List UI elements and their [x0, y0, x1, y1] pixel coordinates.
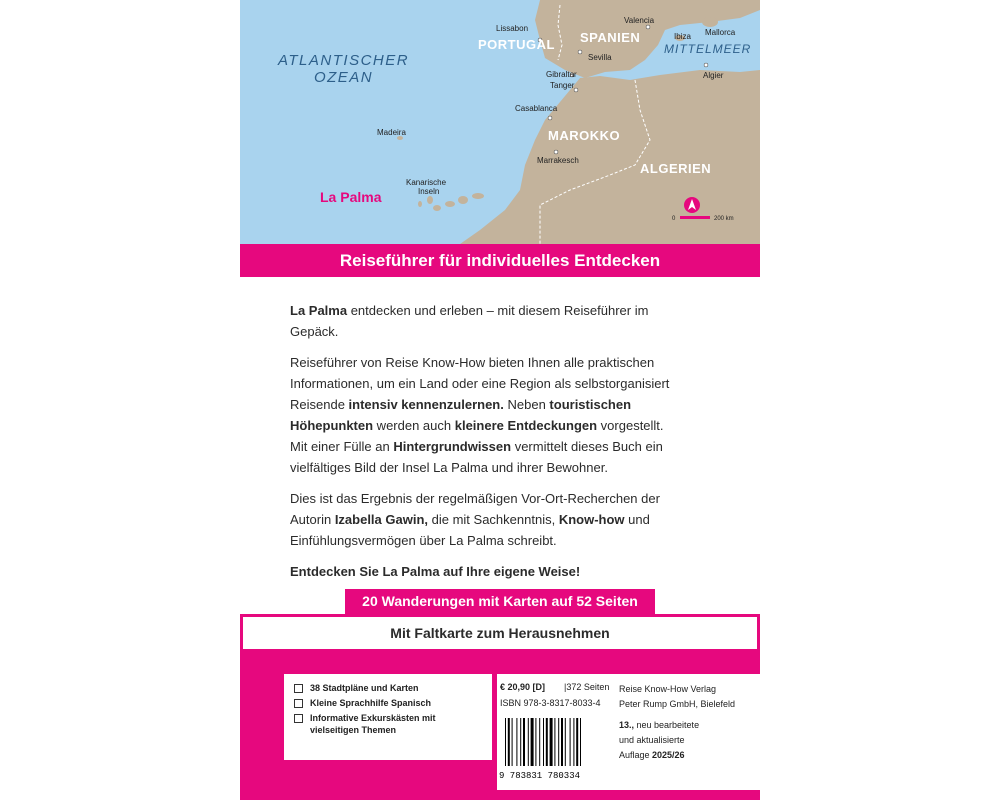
publisher: Reise Know-How Verlag Peter Rump GmbH, Bielefeld: [619, 684, 736, 709]
price: € 20,90 [D]: [500, 682, 546, 692]
country-portugal: PORTUGAL: [478, 37, 555, 52]
foldout-map-banner: Mit Faltkarte zum Herausnehmen: [243, 617, 757, 649]
isbn: ISBN 978-3-8317-8033-4: [500, 698, 601, 708]
checkbox-icon: [294, 714, 303, 723]
city-mallorca: Mallorca: [705, 28, 736, 37]
canary-island-3: [445, 201, 455, 207]
iberia-land: [535, 0, 760, 78]
checkbox-icon: [294, 684, 303, 693]
country-spanien: SPANIEN: [580, 30, 641, 45]
description-text: [290, 300, 670, 592]
paragraph-2: Reiseführer von Reise Know-How bieten Ihnen alle praktischen Informationen, um ein Land oder eine Region als selbstorganisiert Reisende intensiv kennenzulernen. Neben touristischen Höhepunkten werden auch kleinere Entdeckungen vorgestellt. Mit einer Fülle an Hintergrundwissen vermittelt dieses Buch ein vielfältiges Bild der Insel La Palma und ihrer Bewohner.: [290, 355, 670, 475]
checkbox-icon: [294, 699, 303, 708]
feature-item: 38 Stadtpläne und Karten: [294, 682, 484, 694]
city-ibiza: Ibiza: [674, 32, 691, 41]
scale-end: 200 km: [714, 216, 734, 222]
features-box: [284, 674, 492, 760]
city-gibraltar: Gibraltar: [546, 70, 577, 79]
paragraph-4: Entdecken Sie La Palma auf Ihre eigene Weise!: [290, 564, 581, 579]
country-algerien: ALGERIEN: [640, 161, 712, 176]
city-sevilla: Sevilla: [588, 53, 612, 62]
overview-map: [240, 0, 760, 244]
bottom-panel: [240, 614, 760, 800]
publication-info: [497, 674, 760, 790]
city-lissabon: Lissabon: [496, 24, 529, 33]
mallorca-island: [702, 17, 718, 27]
city-casablanca: Casablanca: [515, 104, 558, 113]
book-back-cover: [240, 0, 760, 800]
hikes-banner: 20 Wanderungen mit Karten auf 52 Seiten: [345, 589, 655, 614]
canary-island-5: [472, 193, 484, 199]
scale-bar: [680, 216, 710, 219]
canary-island-4: [458, 196, 468, 204]
la-palma-highlight: La Palma: [320, 189, 382, 205]
sea-label: MITTELMEER: [664, 42, 752, 56]
canary-islands-label: Kanarische Inseln: [406, 178, 447, 196]
city-algier: Algier: [703, 71, 724, 80]
city-tanger: Tanger: [550, 81, 575, 90]
ocean-label: ATLANTISCHER OZEAN: [278, 52, 410, 86]
country-marokko: MAROKKO: [548, 128, 621, 143]
page-count: |372 Seiten: [564, 682, 610, 692]
paragraph-3: Dies ist das Ergebnis der regelmäßigen Vor-Ort-Recherchen der Autorin Izabella Gawin, die mit Sachkenntnis, Know-how und Einfühlungsvermögen über La Palma schreibt.: [290, 491, 660, 548]
edition-info: 13., neu bearbeitete und aktualisierte Auflage 2025/26: [619, 720, 700, 760]
paragraph-1: La Palma entdecken und erleben – mit diesem Reiseführer im Gepäck.: [290, 303, 649, 339]
feature-item: Kleine Sprachhilfe Spanisch: [294, 697, 484, 709]
barcode-digits: 9 783831 780334: [499, 771, 581, 780]
barcode: [497, 716, 605, 780]
feature-item: Informative Exkurskästen mit vielseitigen Themen: [294, 712, 484, 736]
city-valencia: Valencia: [624, 16, 655, 25]
subtitle-banner: Reiseführer für individuelles Entdecken: [240, 244, 760, 277]
city-madeira: Madeira: [377, 128, 406, 137]
scale-start: 0: [672, 216, 676, 222]
canary-island-1: [427, 196, 433, 204]
canary-island-2: [433, 205, 441, 211]
city-marrakesch: Marrakesch: [537, 156, 579, 165]
canary-island-6: [418, 201, 422, 207]
